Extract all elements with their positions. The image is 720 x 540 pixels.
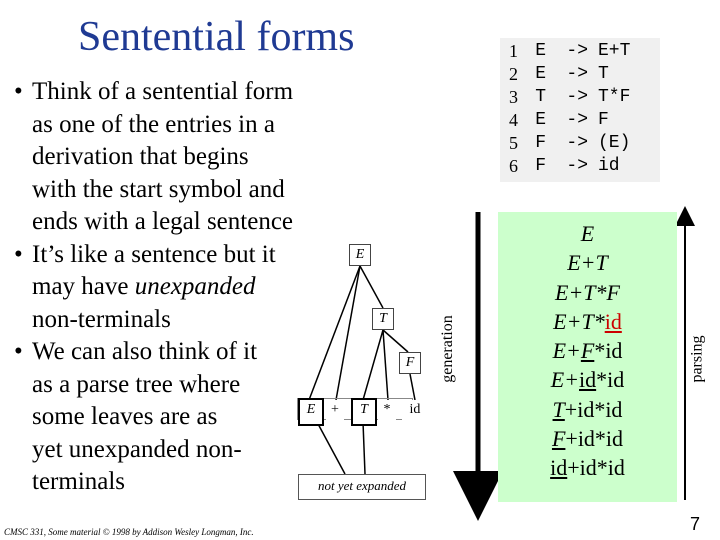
derivation-step (498, 336, 677, 365)
edge-root-to-plus (336, 266, 360, 400)
parsing-label: parsing (688, 335, 706, 383)
rule-arrow: -> (566, 156, 588, 176)
edge-t-to-star (383, 330, 388, 400)
step-prefix: E+ (550, 367, 580, 393)
tree-f-node: F (399, 352, 421, 374)
rule-number: 2 (509, 64, 518, 84)
bullet-dot-icon: • (14, 78, 23, 105)
tree-root-node: E (349, 244, 371, 266)
edge-root-to-t (360, 266, 383, 308)
edge-root-to-e (309, 266, 360, 400)
step-underlined: id (550, 455, 568, 481)
bullet-line: We can also think of it (32, 338, 258, 365)
derivation-step-highlighted (498, 307, 677, 336)
rule-number: 5 (509, 133, 518, 153)
footer-copyright: CMSC 331, Some material © 1998 by Addison Wesley Longman, Inc. (4, 527, 254, 537)
rule-number: 6 (509, 156, 518, 176)
edge-t-to-f (383, 330, 408, 352)
page-number: 7 (690, 514, 701, 534)
bullet-text: may have (32, 273, 135, 300)
step-underlined: F (551, 426, 566, 452)
tree-leaf-t: T (351, 398, 377, 426)
bullet-line: as a parse tree where (32, 370, 241, 398)
step-underlined: T (552, 396, 565, 422)
bullet-line: derivation that begins (32, 143, 249, 170)
rule-arrow: -> (566, 87, 588, 107)
not-expanded-note: not yet expanded (298, 474, 426, 500)
rule-lhs: E (535, 64, 546, 84)
rule-rhs: (E) (598, 133, 631, 153)
rule-lhs: E (535, 110, 546, 130)
rule-lhs: T (535, 87, 546, 107)
derivation-list (498, 219, 677, 483)
slide-title: Sentential forms (78, 14, 355, 60)
rule-rhs: F (598, 110, 609, 130)
bullet-line: It’s like a sentence but it (32, 240, 276, 268)
step-suffix: +id*id (567, 455, 625, 481)
derivation-step (498, 248, 677, 277)
bullet-line: as one of the entries in a (32, 110, 275, 138)
rule-arrow: -> (566, 110, 588, 130)
edge-f-to-id (410, 374, 415, 400)
bullet-line: with the start symbol and (32, 175, 285, 203)
rule-arrow: -> (566, 41, 588, 61)
bullet-dot-icon: • (14, 240, 23, 268)
bullet-line: yet unexpanded non- (32, 435, 242, 463)
step-text: E+T*F (555, 279, 620, 305)
bullet-dot-icon: • (14, 338, 23, 365)
rule-lhs: F (535, 156, 546, 176)
generation-label: generation (438, 315, 456, 383)
bullet-line: ends with a legal sentence (32, 208, 294, 235)
derivation-step (498, 219, 677, 248)
rule-lhs: E (535, 41, 546, 61)
bullet-line: some leaves are as (32, 403, 218, 430)
step-suffix: +id*id (564, 396, 623, 422)
edge-t-to-t (363, 330, 383, 400)
derivation-step (498, 395, 677, 424)
rule-lhs: F (535, 133, 546, 153)
pointer-t (363, 422, 365, 474)
step-suffix: *id (596, 367, 625, 393)
derivation-step (498, 365, 677, 394)
derivation-step (498, 424, 677, 453)
rule-arrow: -> (566, 64, 588, 84)
rule-rhs: T (598, 64, 609, 84)
derivation-step (498, 278, 677, 307)
rule-rhs: E+T (598, 41, 631, 61)
step-underlined: F (580, 338, 595, 364)
tree-leaf-e: E (298, 398, 324, 426)
bullet-emphasis: unexpanded (134, 273, 256, 300)
step-suffix: *id (594, 338, 623, 364)
step-prefix: E+T* (553, 308, 605, 334)
step-text: E+T (567, 250, 608, 276)
tree-leaf-id: id (402, 400, 428, 420)
rule-rhs: id (598, 156, 620, 176)
rule-rhs: T*F (598, 87, 631, 107)
step-prefix: E+ (552, 338, 581, 364)
tree-leaf-star: * (378, 400, 396, 420)
rule-number: 3 (509, 87, 518, 107)
step-text: E (580, 221, 595, 246)
derivation-step (498, 453, 677, 482)
bullet-line: Think of a sentential form (32, 78, 294, 105)
bullet-line: non-terminals (32, 305, 171, 333)
pointer-e (317, 422, 345, 474)
tree-t-node: T (372, 308, 394, 330)
step-underlined: id (579, 367, 597, 393)
step-highlight: id (604, 308, 622, 334)
tree-leaf-plus: + (326, 400, 344, 420)
step-suffix: +id*id (565, 426, 624, 452)
rule-number: 4 (509, 110, 518, 130)
bullet-line: terminals (32, 468, 126, 495)
rule-arrow: -> (566, 133, 588, 153)
rule-number: 1 (509, 41, 518, 61)
